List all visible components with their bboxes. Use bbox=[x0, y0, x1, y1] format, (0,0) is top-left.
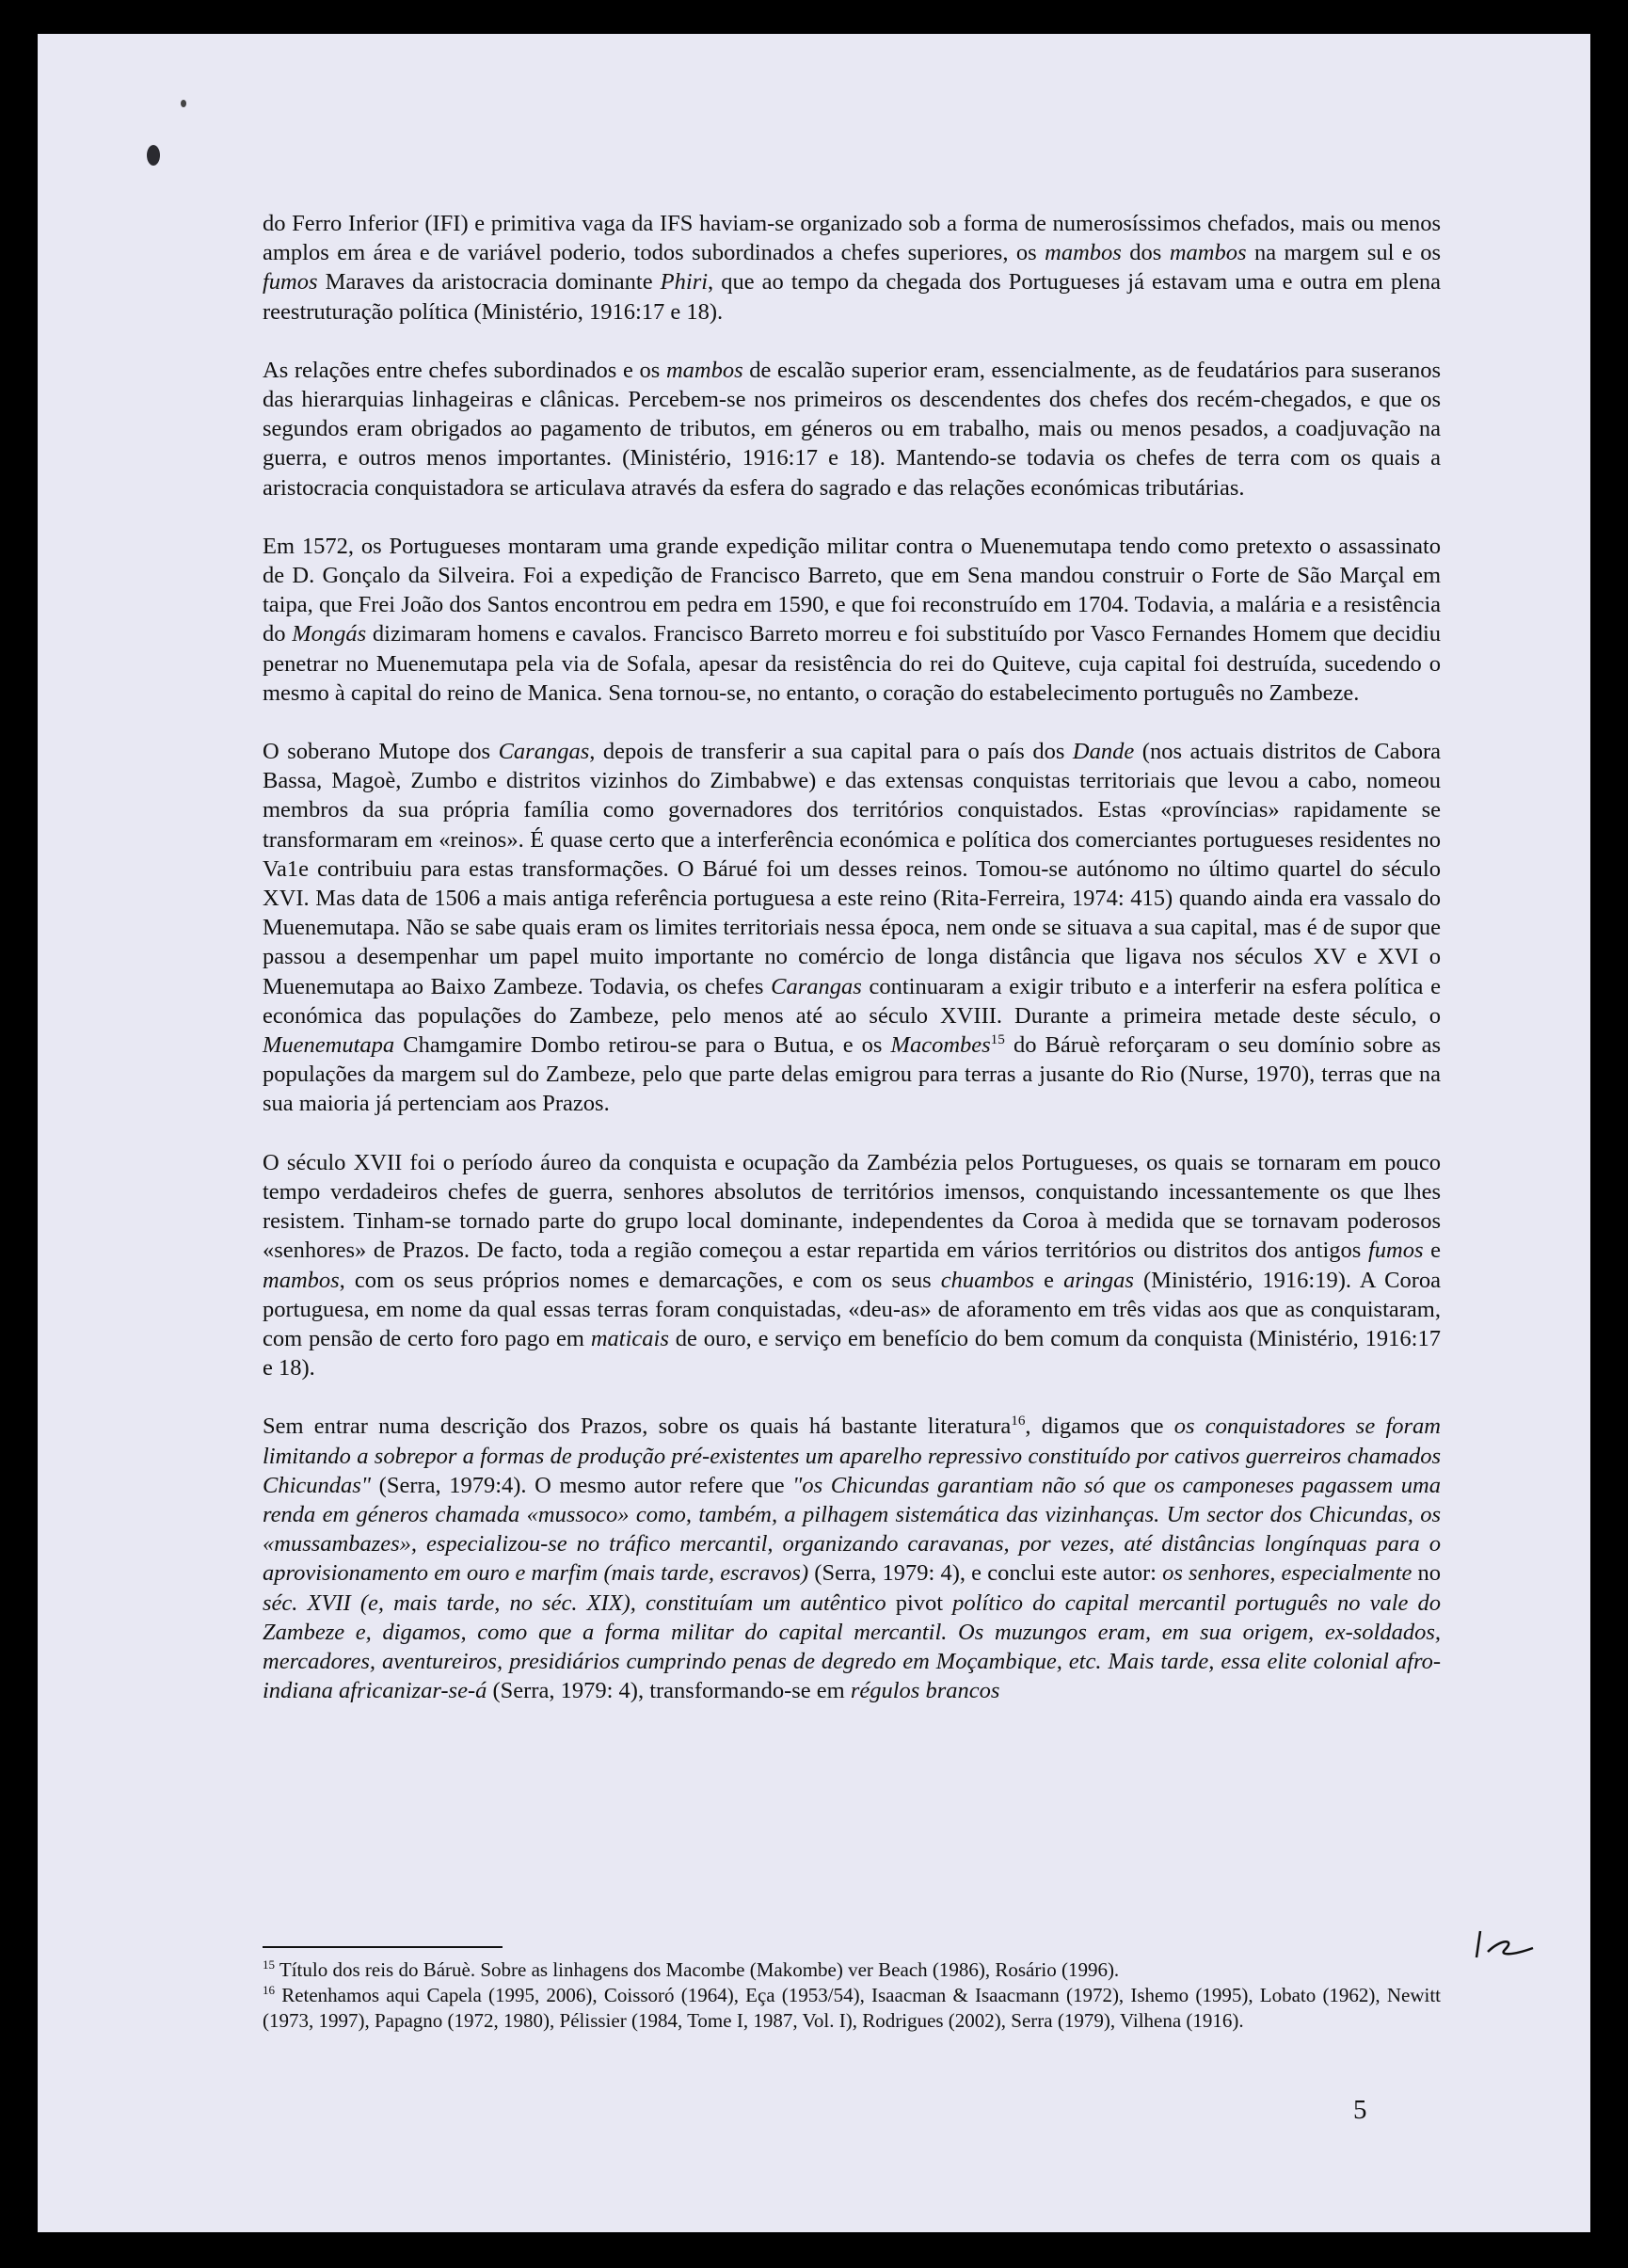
paragraph bbox=[263, 737, 1441, 1119]
italic-text: Carangas bbox=[771, 973, 862, 999]
page-number: 5 bbox=[1353, 2095, 1367, 2125]
italic-text: os conquistadores se foram limitando a sobrepor a formas de produção pré-existentes um aparelho repressivo constituído por cativos guerreiros chamados Chicundas" bbox=[263, 1414, 1441, 1498]
italic-text: régulos brancos bbox=[850, 1678, 1000, 1704]
italic-text: mambos bbox=[263, 1267, 340, 1293]
text-run: (Serra, 1979: 4), e conclui este autor: bbox=[808, 1560, 1163, 1587]
text-run: e bbox=[1423, 1238, 1442, 1264]
italic-text: mambos bbox=[1045, 240, 1122, 266]
text-run: (Serra, 1979:4). O mesmo autor refere que bbox=[371, 1472, 793, 1498]
text-run: O soberano Mutope dos bbox=[263, 739, 499, 765]
text-run: na margem sul e os bbox=[1246, 240, 1442, 266]
italic-text: Phiri bbox=[660, 269, 709, 295]
paragraph bbox=[263, 1148, 1441, 1383]
paragraph bbox=[263, 356, 1441, 503]
text-run: , com os seus próprios nomes e demarcações, e com os seus bbox=[339, 1267, 941, 1293]
text-run: , depois de transferir a sua capital para o país dos bbox=[589, 739, 1073, 765]
text-run: O século XVII foi o período áureo da conquista e ocupação da Zambézia pelos Portugueses, os quais se tornaram em pouco tempo verdadeiros chefes de guerra, senhores absolutos de territórios imensos, conquistando incessantemente os que lhes resistem. Tinham-se tornado parte do grupo local dominante, independentes da Coroa à medida que se tornavam poderosos «senhores» de Prazos. De facto, toda a região começou a estar repartida em vários territórios ou distritos dos antigos bbox=[263, 1149, 1441, 1264]
text-run: Em 1572, os Portugueses montaram uma grande expedição militar contra o Muenemutapa tendo como pretexto o assassinato de D. Gonçalo da Silveira. Foi a expedição de Francisco Barreto, que em Sena mandou construir o Forte de São Marçal em taipa, que Frei João dos Santos encontrou em pedra em 1590, e que foi reconstruído em 1704. Todavia, a malária e a resistência do bbox=[263, 533, 1441, 647]
text-run: continuaram a exigir tributo e a interferir na esfera política e económica das populações do Zambeze, pelo menos até ao século XVIII. Durante a primeira metade deste século, o bbox=[263, 973, 1441, 1029]
punch-hole-mark bbox=[147, 145, 160, 166]
italic-text: chuambos bbox=[940, 1267, 1035, 1293]
italic-text: maticais bbox=[590, 1325, 669, 1351]
punch-hole-mark-small bbox=[181, 100, 186, 107]
italic-text: político do capital mercantil português no vale do Zambeze e, digamos, como que a forma militar do capital mercantil. Os muzungos eram, em sua origem, ex-soldados, mercadores, aventureiros, presidiários cumprindo penas de degredo em Moçambique, etc. Mais tarde, essa elite colonial afro-indiana africanizar-se-á bbox=[263, 1589, 1441, 1704]
paragraph bbox=[263, 1412, 1441, 1705]
italic-text: Mongás bbox=[292, 621, 367, 647]
text-run: Maraves da aristocracia dominante bbox=[317, 269, 661, 295]
italic-text: mambos bbox=[665, 357, 743, 383]
text-run: (nos actuais distritos de Cabora Bassa, Magoè, Zumbo e distritos vizinhos do Zimbabwe) e das extensas conquistas territoriais que levou a cabo, nomeou membros da sua própria família como governadores dos territórios conquistados. Estas «províncias» rapidamente se transformaram em «reinos». É quase certo que a interferência económica e política dos comerciantes portugueses residentes no Va1e contribuiu para estas transformações. O Bárué foi um desses reinos. Tomou-se autónomo no último quartel do século XVI. Mas data de 1506 a mais antiga referência portuguesa a este reino (Rita-Ferreira, 1974: 415) quando ainda era vassalo do Muenemutapa. Não se sabe quais eram os limites territoriais nessa época, nem onde se situava a sua capital, mas é de supor que passou a desempenhar um papel muito importante no comércio de longa distância que ligava nos séculos XV e XVI o Muenemutapa ao Baixo Zambeze. Todavia, os chefes bbox=[263, 739, 1441, 999]
text-run: dos bbox=[1121, 240, 1170, 266]
footnote-separator bbox=[263, 1946, 503, 1948]
italic-text: "os Chicundas garantiam não só que os camponeses pagassem uma renda em géneros chamada «mussoco» como, também, a pilhagem sistemática das vizinhanças. Um sector dos Chicundas, os «mussambazes», especializou-se no tráfico mercantil, organizando caravanas, por vezes, até distâncias longínquas para o aprovisionamento em ouro e marfim (mais tarde, escravos) bbox=[263, 1472, 1441, 1587]
body-text bbox=[263, 209, 1441, 1705]
italic-text: Carangas bbox=[498, 739, 590, 765]
italic-text: Muenemutapa bbox=[263, 1032, 395, 1059]
text-run: do Ferro Inferior (IFI) e primitiva vaga da IFS haviam-se organizado sob a forma de numerosíssimos chefados, mais ou menos amplos em área e de variável poderio, todos subordinados a chefes superiores, os bbox=[263, 211, 1441, 266]
text-run: de ouro, e serviço em benefício do bem comum da conquista (Ministério, 1916:17 e 18). bbox=[263, 1325, 1441, 1382]
footnote-ref: 15 bbox=[990, 1030, 1005, 1047]
italic-text: mambos bbox=[1169, 240, 1247, 266]
text-run: do Báruè reforçaram o seu domínio sobre as populações da margem sul do Zambeze, pelo que parte delas emigrou para terras a jusante do Rio (Nurse, 1970), terras que na sua maioria já pertenciam aos Prazos. bbox=[263, 1032, 1441, 1117]
text-run: Chamgamire Dombo retirou-se para o Butua, e os bbox=[394, 1032, 891, 1059]
italic-text: fumos bbox=[1367, 1238, 1424, 1264]
footnote-text: Título dos reis do Báruè. Sobre as linhagens dos Macombe (Makombe) ver Beach (1986), Rosário (1996). bbox=[279, 1958, 1120, 1981]
italic-text: Macombes bbox=[890, 1032, 991, 1059]
italic-text: Dande bbox=[1072, 739, 1135, 765]
footnote-16 bbox=[263, 1983, 1441, 2034]
footnote-number: 16 bbox=[263, 1983, 276, 1997]
text-run: Sem entrar numa descrição dos Prazos, sobre os quais há bastante literatura bbox=[263, 1414, 1012, 1440]
text-run: , digamos que bbox=[1025, 1414, 1174, 1440]
text-run: de escalão superior eram, essencialmente, as de feudatários para suseranos das hierarquias linhageiras e clânicas. Percebem-se nos primeiros os descendentes dos chefes dos recém-chegados, e que os segundos eram obrigados ao pagamento de tributos, em géneros ou em trabalho, mais ou menos pesados, a coadjuvação na guerra, e outros menos importantes. (Ministério, 1916:17 e 18). Mantendo-se todavia os chefes de terra com os quais a aristocracia conquistadora se articulava através da esfera do sagrado e das relações económicas tributárias. bbox=[263, 357, 1441, 501]
italic-text: séc. XVII (e, mais tarde, no séc. XIX), constituíam um autêntico bbox=[263, 1589, 886, 1616]
paragraph bbox=[263, 209, 1441, 327]
paragraph bbox=[263, 532, 1441, 708]
italic-text: aringas bbox=[1063, 1267, 1134, 1293]
text-run: pivot bbox=[886, 1589, 953, 1616]
footnote-text: Retenhamos aqui Capela (1995, 2006), Coissoró (1964), Eça (1953/54), Isaacman & Isaacmann (1972), Ishemo (1995), Lobato (1962), Newitt (1973, 1997), Papagno (1972, 1980), Pélissier (1984, Tome I, 1987, Vol. I), Rodrigues (2002), Serra (1979), Vilhena (1916). bbox=[263, 1984, 1442, 2032]
footnotes bbox=[263, 1957, 1441, 2034]
handwritten-annotation bbox=[1473, 1925, 1539, 1963]
text-run: no bbox=[1412, 1560, 1442, 1587]
footnote-ref: 16 bbox=[1011, 1413, 1026, 1429]
text-run: As relações entre chefes subordinados e os bbox=[263, 357, 666, 383]
text-run: (Ministério, 1916:19). A Coroa portuguesa, em nome da qual essas terras foram conquistadas, «deu-as» de aforamento em três vidas aos que as conquistaram, com pensão de certo foro pago em bbox=[263, 1267, 1441, 1351]
footnote-number: 15 bbox=[263, 1957, 276, 1972]
document-page bbox=[38, 34, 1590, 2232]
italic-text: os senhores, especialmente bbox=[1162, 1560, 1413, 1587]
text-run: e bbox=[1034, 1267, 1064, 1293]
italic-text: fumos bbox=[263, 269, 318, 295]
text-run: , que ao tempo da chegada dos Portugueses já estavam uma e outra em plena reestruturação política (Ministério, 1916:17 e 18). bbox=[263, 269, 1441, 325]
text-run: dizimaram homens e cavalos. Francisco Barreto morreu e foi substituído por Vasco Fernandes Homem que decidiu penetrar no Muenemutapa pela via de Sofala, apesar da resistência do rei do Quiteve, cuja capital foi destruída, sucedendo o mesmo à capital do reino de Manica. Sena tornou-se, no entanto, o coração do estabelecimento português no Zambeze. bbox=[263, 621, 1441, 706]
text-run: (Serra, 1979: 4), transformando-se em bbox=[487, 1678, 851, 1704]
footnote-15 bbox=[263, 1957, 1441, 1983]
